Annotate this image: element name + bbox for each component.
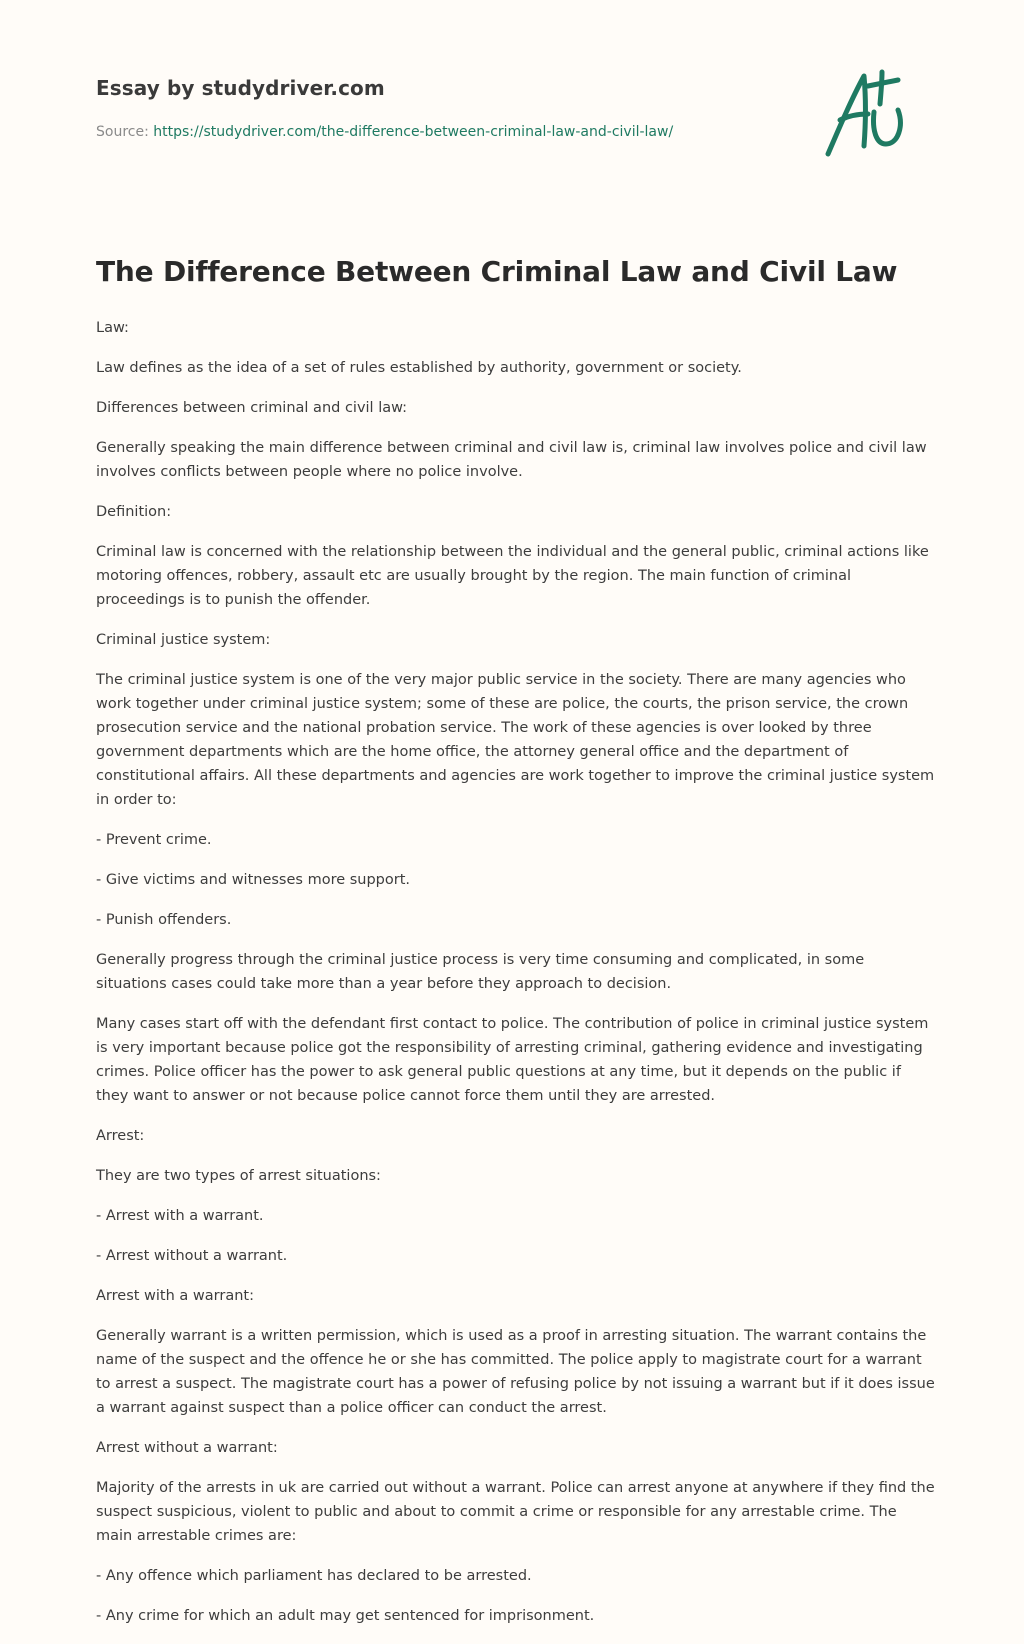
source-label: Source: — [96, 124, 149, 140]
paragraph: Differences between criminal and civil law: — [96, 400, 408, 416]
paragraph: Generally warrant is a written permission, which is used as a proof in arresting situation. The warrant contains the name of the suspect and the offence he or she has committed. The police apply to magistrate court for a warrant to arrest a suspect. The magistrate court has a power of refusing police by not issuing a warrant but if it does issue a warrant against suspect than a police officer can conduct the arrest. — [96, 1328, 935, 1416]
site-brand: Essay by studydriver.com — [96, 76, 385, 100]
list-item: - Give victims and witnesses more support. — [96, 872, 411, 888]
paragraph: They are two types of arrest situations: — [96, 1168, 381, 1184]
source-link[interactable]: https://studydriver.com/the-difference-between-criminal-law-and-civil-law/ — [153, 124, 674, 140]
list-item: - Arrest without a warrant. — [96, 1248, 288, 1264]
paragraph: Arrest with a warrant: — [96, 1288, 254, 1304]
paragraph: Criminal justice system: — [96, 632, 271, 648]
paragraph: Definition: — [96, 504, 172, 520]
paragraph: Law: — [96, 320, 129, 336]
paragraph: Many cases start off with the defendant first contact to police. The contribution of police in criminal justice system is very important because police got the responsibility of arresting criminal, gathering evidence and investigating crimes. Police officer has the power to ask general public questions at any time, but it depends on the public if they want to answer or not because police cannot force them until they are arrested. — [96, 1016, 929, 1104]
paragraph: Law defines as the idea of a set of rules established by authority, government or society. — [96, 360, 742, 376]
source-line — [96, 124, 673, 140]
list-item: - Any crime for which an adult may get sentenced for imprisonment. — [96, 1608, 595, 1624]
essay-body — [96, 316, 936, 1644]
paragraph: Majority of the arrests in uk are carried out without a warrant. Police can arrest anyone at anywhere if they find the suspect suspicious, violent to public and about to commit a crime or responsible for any arrestable crime. The main arrestable crimes are: — [96, 1480, 935, 1544]
paragraph: Arrest: — [96, 1128, 145, 1144]
essay-title: The Difference Between Criminal Law and Civil Law — [96, 255, 898, 288]
list-item: - Any offence which parliament has declared to be arrested. — [96, 1568, 532, 1584]
list-item: - Punish offenders. — [96, 912, 232, 928]
paragraph: Generally speaking the main difference between criminal and civil law is, criminal law involves police and civil law involves conflicts between people where no police involve. — [96, 440, 927, 480]
paragraph: Criminal law is concerned with the relationship between the individual and the general public, criminal actions like motoring offences, robbery, assault etc are usually brought by the region. The main function of criminal proceedings is to punish the offender. — [96, 544, 929, 608]
paragraph: Generally progress through the criminal justice process is very time consuming and complicated, in some situations cases could take more than a year before they approach to decision. — [96, 952, 865, 992]
a-plus-logo-icon — [818, 68, 928, 168]
paragraph: The criminal justice system is one of the very major public service in the society. There are many agencies who work together under criminal justice system; some of these are police, the courts, the prison service, the crown prosecution service and the national probation service. The work of these agencies is over looked by three government departments which are the home office, the attorney general office and the department of constitutional affairs. All these departments and agencies are work together to improve the criminal justice system in order to: — [96, 672, 935, 808]
list-item: - Arrest with a warrant. — [96, 1208, 264, 1224]
list-item: - Prevent crime. — [96, 832, 212, 848]
paragraph: Arrest without a warrant: — [96, 1440, 278, 1456]
